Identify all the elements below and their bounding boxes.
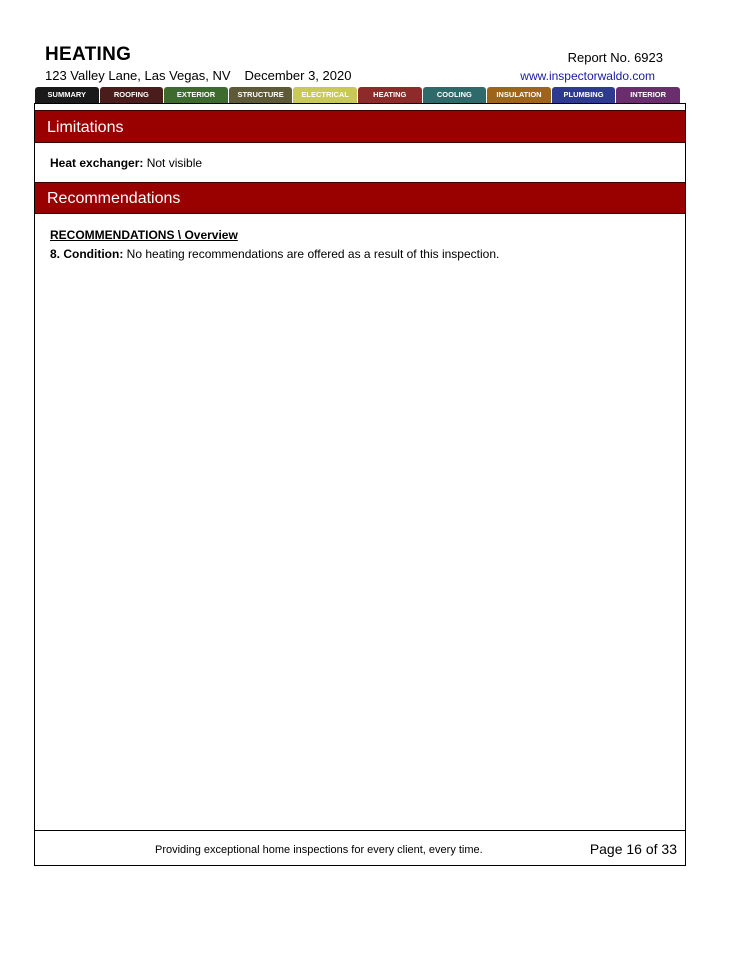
recommendations-subheading: RECOMMENDATIONS \ Overview <box>50 228 238 242</box>
tab-roofing[interactable]: ROOFING <box>100 87 164 103</box>
recommendations-heading: Recommendations <box>35 182 685 214</box>
report-number: Report No. 6923 <box>567 50 663 65</box>
limitation-value: Not visible <box>146 156 203 170</box>
page-title: HEATING <box>45 44 132 65</box>
footer-tagline: Providing exceptional home inspections for every client, every time. <box>155 844 483 856</box>
recommendation-item <box>50 247 499 261</box>
content-frame <box>34 103 686 866</box>
inspection-date: December 3, 2020 <box>244 68 352 83</box>
address-line <box>45 68 351 83</box>
tab-cooling[interactable]: COOLING <box>423 87 487 103</box>
limitation-label: Heat exchanger: <box>50 156 144 170</box>
tab-exterior[interactable]: EXTERIOR <box>164 87 228 103</box>
limitations-heading: Limitations <box>35 110 685 143</box>
section-tabs <box>35 87 680 103</box>
footer-divider <box>35 830 685 831</box>
tab-heating[interactable]: HEATING <box>358 87 422 103</box>
tab-interior[interactable]: INTERIOR <box>616 87 680 103</box>
limitation-item <box>50 156 202 170</box>
tab-insulation[interactable]: INSULATION <box>487 87 551 103</box>
recommendation-label: 8. Condition: <box>50 247 124 261</box>
report-header <box>45 44 685 90</box>
tab-structure[interactable]: STRUCTURE <box>229 87 293 103</box>
tab-summary[interactable]: SUMMARY <box>35 87 99 103</box>
property-address: 123 Valley Lane, Las Vegas, NV <box>45 68 231 83</box>
recommendation-value: No heating recommendations are offered as a result of this inspection. <box>126 247 500 261</box>
page-number: Page 16 of 33 <box>589 841 677 857</box>
website-link[interactable]: www.inspectorwaldo.com <box>520 69 655 83</box>
tab-plumbing[interactable]: PLUMBING <box>552 87 616 103</box>
tab-electrical[interactable]: ELECTRICAL <box>293 87 357 103</box>
